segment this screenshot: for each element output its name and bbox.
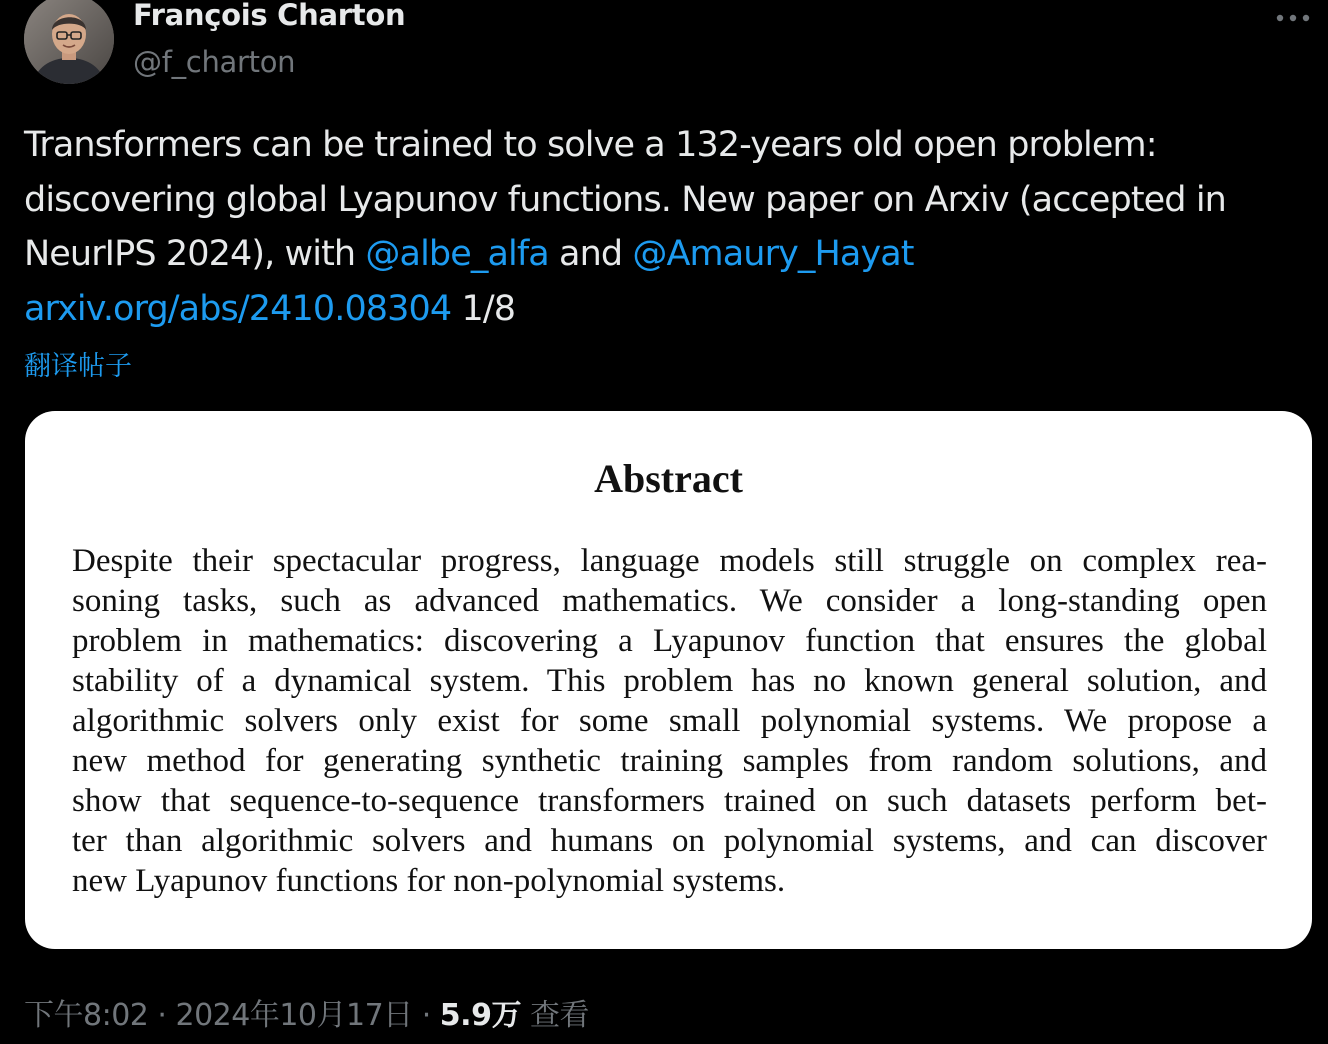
avatar[interactable] bbox=[24, 0, 114, 84]
profile-photo bbox=[24, 0, 114, 84]
tweet-line: discovering global Lyapunov functions. New paper on Arxiv (accepted in bbox=[24, 179, 1226, 220]
abstract-line: soning tasks, such as advanced mathematics. We consider a long-standing open bbox=[72, 583, 1267, 619]
abstract-line: problem in mathematics: discovering a Lyapunov function that ensures the global bbox=[72, 623, 1267, 659]
abstract-line: Despite their spectacular progress, language models still struggle on complex rea- bbox=[72, 543, 1267, 579]
media-image[interactable] bbox=[25, 411, 1312, 949]
abstract-line: ter than algorithmic solvers and humans on polynomial systems, and can discover bbox=[72, 823, 1267, 859]
arxiv-link[interactable]: arxiv.org/abs/2410.08304 bbox=[24, 288, 452, 329]
tweet-text bbox=[24, 118, 1314, 336]
abstract-line: new method for generating synthetic training samples from random solutions, and bbox=[72, 743, 1267, 779]
author-handle[interactable]: @f_charton bbox=[133, 45, 296, 79]
more-horizontal-icon bbox=[1275, 13, 1311, 23]
tweet-meta bbox=[24, 990, 589, 1034]
tweet-line bbox=[24, 282, 1314, 337]
abstract-line: show that sequence-to-sequence transformers trained on such datasets perform bet- bbox=[72, 783, 1267, 819]
tweet-text-segment: NeurIPS 2024), with bbox=[24, 234, 366, 274]
post-date[interactable]: 2024年10月17日 bbox=[175, 998, 413, 1033]
abstract-line: stability of a dynamical system. This problem has no known general solution, and bbox=[72, 663, 1267, 699]
meta-separator: · bbox=[412, 998, 440, 1033]
tweet-text-segment: and bbox=[548, 234, 633, 274]
more-button[interactable] bbox=[1271, 2, 1315, 34]
abstract-body bbox=[72, 541, 1267, 901]
meta-separator: · bbox=[148, 998, 176, 1033]
translate-post-link[interactable]: 翻译帖子 bbox=[24, 351, 132, 382]
tweet-line: Transformers can be trained to solve a 132-years old open problem: bbox=[24, 125, 1157, 165]
views-count: 5.9万 bbox=[439, 998, 521, 1033]
views-label: 查看 bbox=[520, 998, 589, 1033]
abstract-title: Abstract bbox=[594, 456, 743, 501]
abstract-line: new Lyapunov functions for non-polynomial systems. bbox=[72, 863, 786, 899]
author-name[interactable]: François Charton bbox=[133, 0, 406, 32]
post-time[interactable]: 下午8:02 bbox=[24, 998, 149, 1033]
mention-albe-alfa[interactable]: @albe_alfa bbox=[365, 234, 549, 274]
thread-counter: 1/8 bbox=[451, 288, 516, 329]
tweet-line bbox=[24, 227, 1314, 282]
mention-amaury-hayat[interactable]: @Amaury_Hayat bbox=[632, 234, 914, 274]
abstract-line: algorithmic solvers only exist for some small polynomial systems. We propose a bbox=[72, 703, 1267, 739]
